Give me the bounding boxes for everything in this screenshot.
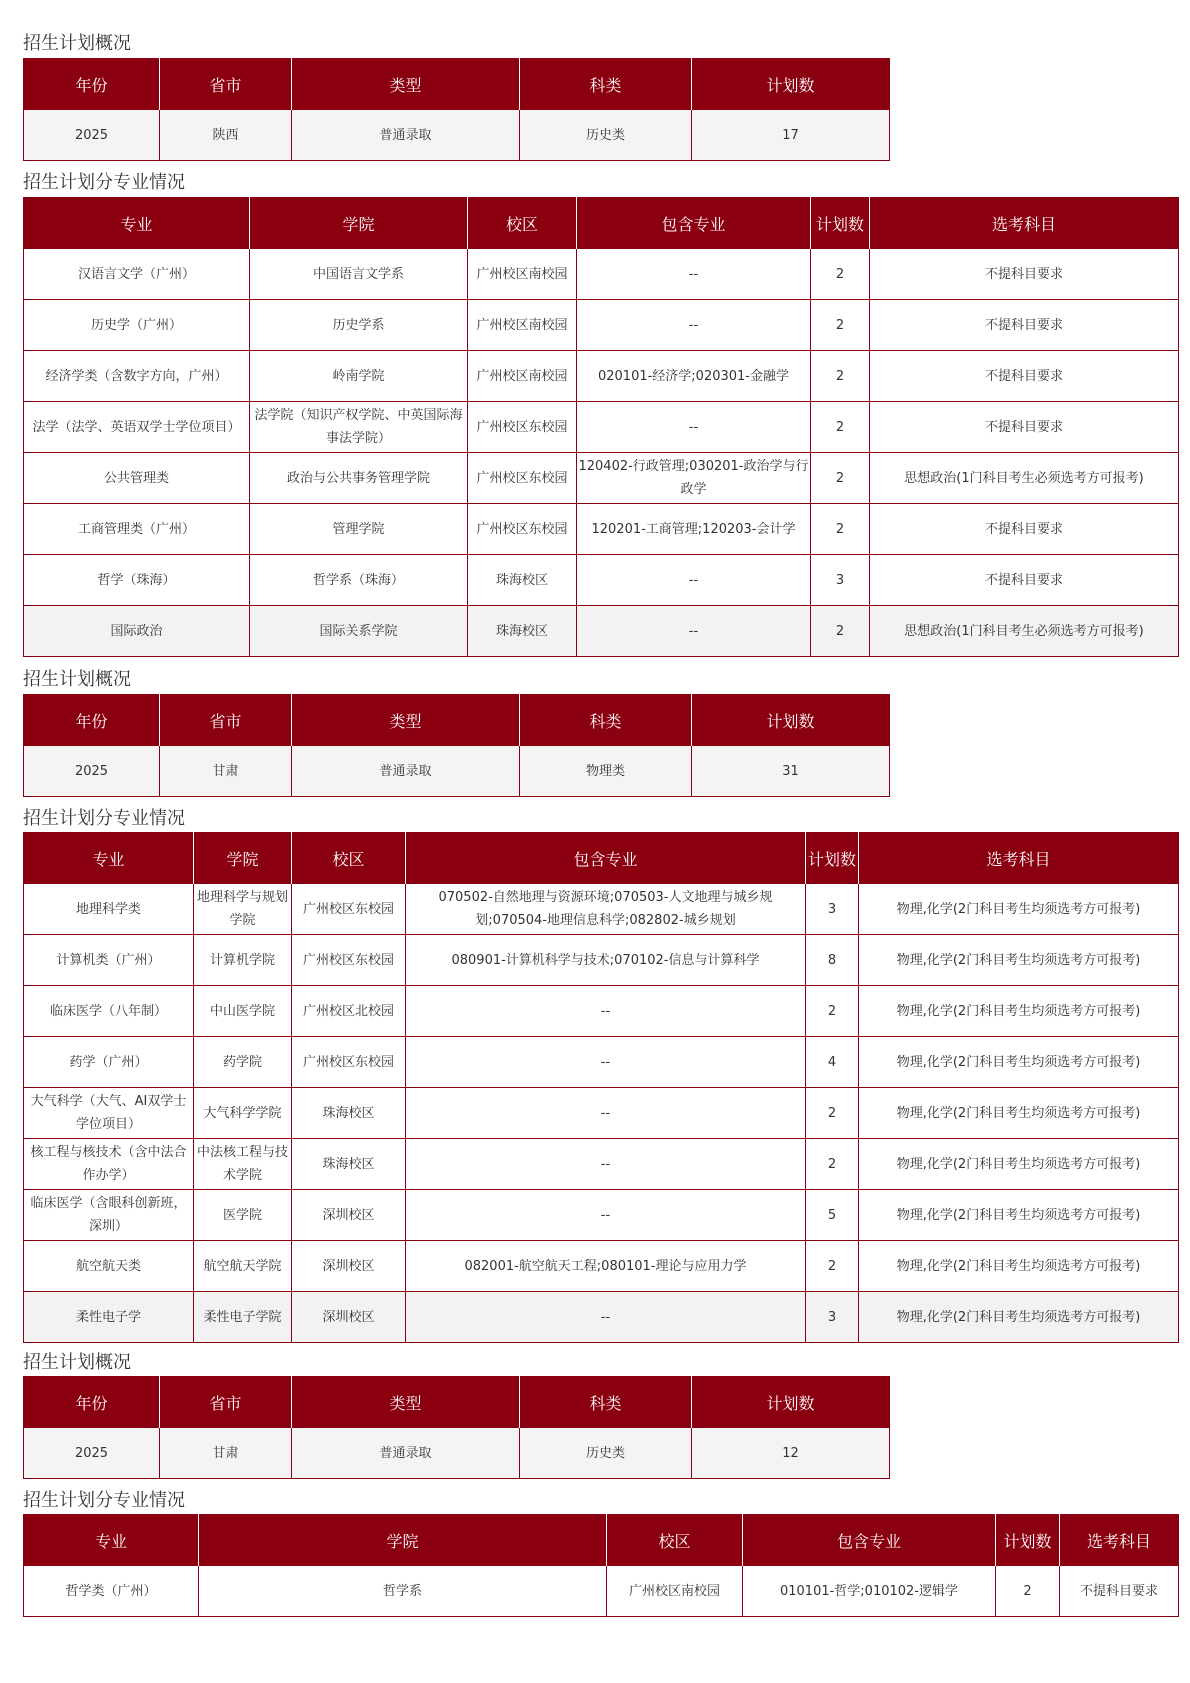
cell-plan-count: 2	[806, 1088, 859, 1139]
col-header-plan-count: 计划数	[811, 198, 870, 249]
col-header-year: 年份	[24, 59, 160, 110]
cell-subject-requirement: 不提科目要求	[1060, 1566, 1179, 1617]
cell-year: 2025	[24, 746, 160, 797]
cell-college: 中山医学院	[194, 986, 292, 1037]
cell-major: 国际政治	[24, 606, 250, 657]
col-header-type: 类型	[292, 59, 520, 110]
detail-table-1	[23, 197, 1179, 657]
table-row	[24, 1088, 1179, 1139]
cell-plan-count: 2	[811, 249, 870, 300]
col-header-province: 省市	[160, 1377, 292, 1428]
cell-subject-requirement: 物理,化学(2门科目考生均须选考方可报考)	[859, 1292, 1179, 1343]
cell-included-majors: --	[406, 1190, 806, 1241]
cell-province: 陕西	[160, 110, 292, 161]
detail-table-3	[23, 1514, 1179, 1617]
cell-campus: 广州校区南校园	[607, 1566, 743, 1617]
cell-college: 医学院	[194, 1190, 292, 1241]
detail-title-2: 招生计划分专业情况	[23, 808, 185, 829]
cell-college: 中法核工程与技术学院	[194, 1139, 292, 1190]
table-row	[24, 1037, 1179, 1088]
col-header-college: 学院	[199, 1515, 607, 1566]
cell-college: 航空航天学院	[194, 1241, 292, 1292]
cell-included-majors: --	[406, 1088, 806, 1139]
cell-province: 甘肃	[160, 746, 292, 797]
cell-college: 岭南学院	[250, 351, 468, 402]
table-row	[24, 402, 1179, 453]
table-row	[24, 1292, 1179, 1343]
summary-table-3	[23, 1376, 890, 1479]
cell-campus: 广州校区东校园	[468, 402, 577, 453]
cell-subject-requirement: 不提科目要求	[870, 249, 1179, 300]
cell-included-majors: 080901-计算机科学与技术;070102-信息与计算科学	[406, 935, 806, 986]
cell-campus: 广州校区南校园	[468, 249, 577, 300]
col-header-major: 专业	[24, 833, 194, 884]
summary-table-2	[23, 694, 890, 797]
cell-major: 柔性电子学	[24, 1292, 194, 1343]
cell-major: 临床医学（八年制）	[24, 986, 194, 1037]
cell-included-majors: --	[577, 249, 811, 300]
col-header-campus: 校区	[292, 833, 406, 884]
cell-plan-count: 12	[692, 1428, 890, 1479]
summary-header-row	[24, 1377, 890, 1428]
col-header-type: 类型	[292, 695, 520, 746]
cell-major: 哲学（珠海）	[24, 555, 250, 606]
col-header-subject-requirement: 选考科目	[1060, 1515, 1179, 1566]
cell-campus: 广州校区南校园	[468, 300, 577, 351]
cell-major: 工商管理类（广州）	[24, 504, 250, 555]
cell-plan-count: 2	[811, 300, 870, 351]
cell-plan-count: 3	[806, 1292, 859, 1343]
summary-header-row	[24, 695, 890, 746]
cell-campus: 广州校区北校园	[292, 986, 406, 1037]
col-header-plan-count: 计划数	[806, 833, 859, 884]
col-header-included-majors: 包含专业	[406, 833, 806, 884]
cell-major: 药学（广州）	[24, 1037, 194, 1088]
cell-major: 历史学（广州）	[24, 300, 250, 351]
cell-college: 政治与公共事务管理学院	[250, 453, 468, 504]
cell-campus: 深圳校区	[292, 1292, 406, 1343]
cell-subject-requirement: 不提科目要求	[870, 351, 1179, 402]
detail-title-1: 招生计划分专业情况	[23, 172, 185, 193]
table-row	[24, 1241, 1179, 1292]
cell-subject-requirement: 不提科目要求	[870, 555, 1179, 606]
cell-included-majors: 082001-航空航天工程;080101-理论与应用力学	[406, 1241, 806, 1292]
cell-category: 历史类	[520, 110, 692, 161]
cell-included-majors: --	[406, 1037, 806, 1088]
cell-category: 历史类	[520, 1428, 692, 1479]
cell-college: 中国语言文学系	[250, 249, 468, 300]
cell-campus: 广州校区东校园	[292, 935, 406, 986]
cell-college: 柔性电子学院	[194, 1292, 292, 1343]
cell-major: 核工程与核技术（含中法合作办学）	[24, 1139, 194, 1190]
col-header-category: 科类	[520, 59, 692, 110]
cell-major: 临床医学（含眼科创新班，深圳）	[24, 1190, 194, 1241]
cell-plan-count: 2	[996, 1566, 1060, 1617]
cell-included-majors: 120201-工商管理;120203-会计学	[577, 504, 811, 555]
cell-plan-count: 3	[811, 555, 870, 606]
cell-included-majors: --	[406, 986, 806, 1037]
detail-header-row	[24, 1515, 1179, 1566]
summary-row	[24, 110, 890, 161]
cell-included-majors: --	[406, 1139, 806, 1190]
cell-subject-requirement: 物理,化学(2门科目考生均须选考方可报考)	[859, 935, 1179, 986]
table-row	[24, 504, 1179, 555]
col-header-college: 学院	[194, 833, 292, 884]
cell-college: 哲学系	[199, 1566, 607, 1617]
cell-type: 普通录取	[292, 1428, 520, 1479]
cell-college: 大气科学学院	[194, 1088, 292, 1139]
col-header-plan-count: 计划数	[996, 1515, 1060, 1566]
col-header-college: 学院	[250, 198, 468, 249]
col-header-plan-count: 计划数	[692, 59, 890, 110]
cell-college: 计算机学院	[194, 935, 292, 986]
col-header-category: 科类	[520, 1377, 692, 1428]
cell-subject-requirement: 思想政治(1门科目考生必须选考方可报考)	[870, 453, 1179, 504]
col-header-major: 专业	[24, 1515, 199, 1566]
cell-plan-count: 31	[692, 746, 890, 797]
cell-campus: 深圳校区	[292, 1190, 406, 1241]
cell-subject-requirement: 不提科目要求	[870, 300, 1179, 351]
table-row	[24, 986, 1179, 1037]
cell-college: 管理学院	[250, 504, 468, 555]
cell-major: 法学（法学、英语双学士学位项目）	[24, 402, 250, 453]
col-header-plan-count: 计划数	[692, 1377, 890, 1428]
cell-subject-requirement: 物理,化学(2门科目考生均须选考方可报考)	[859, 1190, 1179, 1241]
table-row	[24, 935, 1179, 986]
cell-college: 历史学系	[250, 300, 468, 351]
detail-header-row	[24, 198, 1179, 249]
summary-title-2: 招生计划概况	[23, 669, 131, 690]
cell-included-majors: --	[577, 300, 811, 351]
cell-plan-count: 2	[806, 986, 859, 1037]
summary-table-1	[23, 58, 890, 161]
table-row	[24, 249, 1179, 300]
cell-major: 地理科学类	[24, 884, 194, 935]
col-header-major: 专业	[24, 198, 250, 249]
summary-title-3: 招生计划概况	[23, 1352, 131, 1373]
cell-province: 甘肃	[160, 1428, 292, 1479]
cell-year: 2025	[24, 1428, 160, 1479]
col-header-year: 年份	[24, 1377, 160, 1428]
col-header-type: 类型	[292, 1377, 520, 1428]
cell-major: 哲学类（广州）	[24, 1566, 199, 1617]
table-row	[24, 351, 1179, 402]
cell-major: 计算机类（广州）	[24, 935, 194, 986]
cell-college: 法学院（知识产权学院、中英国际海事法学院）	[250, 402, 468, 453]
cell-campus: 深圳校区	[292, 1241, 406, 1292]
cell-college: 国际关系学院	[250, 606, 468, 657]
cell-plan-count: 5	[806, 1190, 859, 1241]
cell-included-majors: --	[577, 555, 811, 606]
cell-college: 哲学系（珠海）	[250, 555, 468, 606]
cell-plan-count: 8	[806, 935, 859, 986]
table-row	[24, 1566, 1179, 1617]
col-header-category: 科类	[520, 695, 692, 746]
cell-subject-requirement: 思想政治(1门科目考生必须选考方可报考)	[870, 606, 1179, 657]
cell-subject-requirement: 物理,化学(2门科目考生均须选考方可报考)	[859, 1088, 1179, 1139]
cell-plan-count: 2	[811, 504, 870, 555]
cell-plan-count: 2	[811, 402, 870, 453]
cell-type: 普通录取	[292, 110, 520, 161]
cell-year: 2025	[24, 110, 160, 161]
cell-subject-requirement: 物理,化学(2门科目考生均须选考方可报考)	[859, 1037, 1179, 1088]
detail-title-3: 招生计划分专业情况	[23, 1490, 185, 1511]
cell-campus: 珠海校区	[468, 555, 577, 606]
cell-plan-count: 2	[806, 1139, 859, 1190]
cell-subject-requirement: 不提科目要求	[870, 504, 1179, 555]
cell-subject-requirement: 不提科目要求	[870, 402, 1179, 453]
cell-major: 汉语言文学（广州）	[24, 249, 250, 300]
cell-plan-count: 2	[811, 606, 870, 657]
cell-campus: 珠海校区	[468, 606, 577, 657]
summary-row	[24, 746, 890, 797]
cell-major: 航空航天类	[24, 1241, 194, 1292]
table-row	[24, 1139, 1179, 1190]
cell-plan-count: 4	[806, 1037, 859, 1088]
col-header-year: 年份	[24, 695, 160, 746]
col-header-included-majors: 包含专业	[577, 198, 811, 249]
detail-table-2	[23, 832, 1179, 1343]
summary-row	[24, 1428, 890, 1479]
cell-campus: 珠海校区	[292, 1139, 406, 1190]
cell-college: 地理科学与规划学院	[194, 884, 292, 935]
cell-campus: 广州校区东校园	[292, 884, 406, 935]
table-row	[24, 555, 1179, 606]
cell-included-majors: --	[406, 1292, 806, 1343]
cell-campus: 珠海校区	[292, 1088, 406, 1139]
cell-major: 大气科学（大气、AI双学士学位项目）	[24, 1088, 194, 1139]
cell-subject-requirement: 物理,化学(2门科目考生均须选考方可报考)	[859, 1241, 1179, 1292]
summary-title-1: 招生计划概况	[23, 33, 131, 54]
cell-included-majors: 010101-哲学;010102-逻辑学	[743, 1566, 996, 1617]
table-row	[24, 1190, 1179, 1241]
cell-campus: 广州校区东校园	[292, 1037, 406, 1088]
cell-type: 普通录取	[292, 746, 520, 797]
col-header-campus: 校区	[468, 198, 577, 249]
col-header-subject-requirement: 选考科目	[870, 198, 1179, 249]
cell-included-majors: --	[577, 606, 811, 657]
cell-included-majors: 120402-行政管理;030201-政治学与行政学	[577, 453, 811, 504]
table-row	[24, 606, 1179, 657]
summary-header-row	[24, 59, 890, 110]
cell-subject-requirement: 物理,化学(2门科目考生均须选考方可报考)	[859, 884, 1179, 935]
cell-included-majors: --	[577, 402, 811, 453]
cell-major: 公共管理类	[24, 453, 250, 504]
cell-plan-count: 2	[811, 453, 870, 504]
cell-included-majors: 020101-经济学;020301-金融学	[577, 351, 811, 402]
cell-campus: 广州校区南校园	[468, 351, 577, 402]
col-header-included-majors: 包含专业	[743, 1515, 996, 1566]
col-header-campus: 校区	[607, 1515, 743, 1566]
col-header-province: 省市	[160, 59, 292, 110]
detail-header-row	[24, 833, 1179, 884]
cell-major: 经济学类（含数字方向，广州）	[24, 351, 250, 402]
cell-subject-requirement: 物理,化学(2门科目考生均须选考方可报考)	[859, 1139, 1179, 1190]
col-header-subject-requirement: 选考科目	[859, 833, 1179, 884]
table-row	[24, 453, 1179, 504]
cell-plan-count: 2	[811, 351, 870, 402]
cell-included-majors: 070502-自然地理与资源环境;070503-人文地理与城乡规划;070504-地理信息科学;082802-城乡规划	[406, 884, 806, 935]
cell-college: 药学院	[194, 1037, 292, 1088]
cell-plan-count: 2	[806, 1241, 859, 1292]
cell-plan-count: 3	[806, 884, 859, 935]
cell-category: 物理类	[520, 746, 692, 797]
cell-campus: 广州校区东校园	[468, 453, 577, 504]
col-header-plan-count: 计划数	[692, 695, 890, 746]
cell-subject-requirement: 物理,化学(2门科目考生均须选考方可报考)	[859, 986, 1179, 1037]
cell-campus: 广州校区东校园	[468, 504, 577, 555]
cell-plan-count: 17	[692, 110, 890, 161]
table-row	[24, 300, 1179, 351]
col-header-province: 省市	[160, 695, 292, 746]
table-row	[24, 884, 1179, 935]
